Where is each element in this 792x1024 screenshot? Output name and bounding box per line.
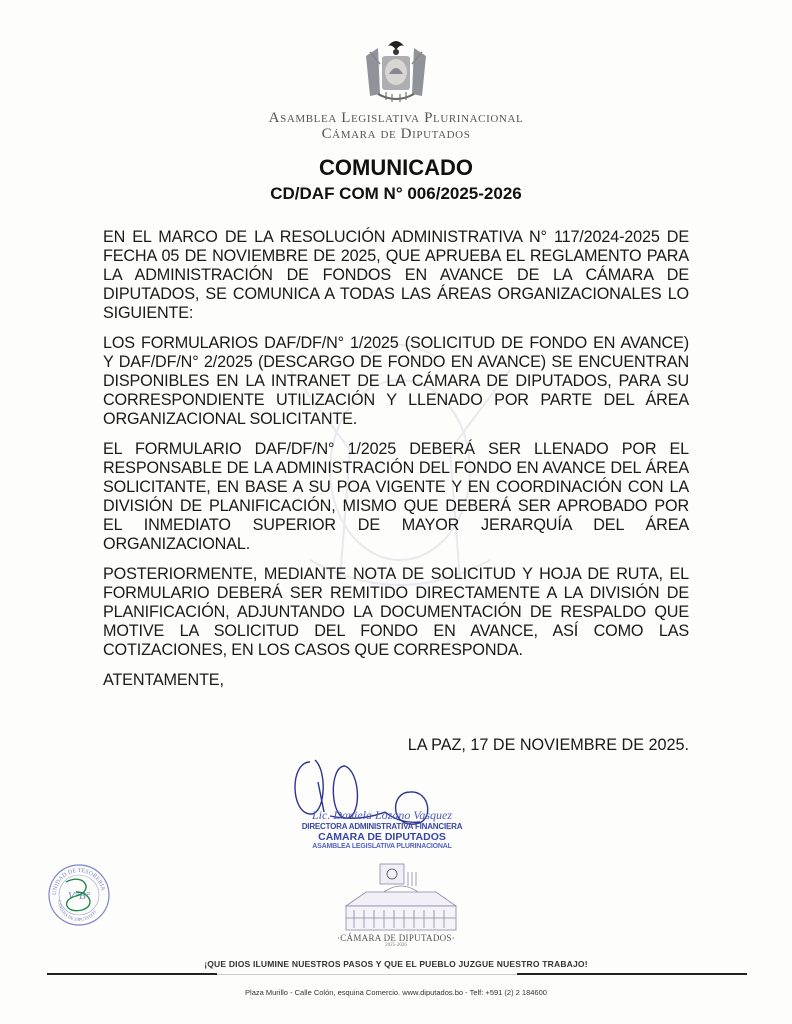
signatory-name: Lic. Daniela Lozano Vasquez (311, 808, 452, 822)
footer-address: Plaza Murillo - Calle Colón, esquina Comercio. www.diputados.bo - Telf: +591 (2) 2 184600 (245, 988, 547, 997)
paragraph-form-filling: EL FORMULARIO DAF/DF/N° 1/2025 DEBERÁ SER LLENADO POR EL RESPONSABLE DE LA ADMINISTRACIÓN DEL FONDO EN AVANCE DEL ÁREA SOLICITANTE, EN BASE A SU POA VIGENTE Y EN COORDINACIÓN CON LA DIVISIÓN DE PLANIFICACIÓN, MISMO QUE DEBERÁ SER APROBADO POR EL INMEDIATO SUPERIOR DE MAYOR JERARQUÍA DEL ÁREA ORGANIZACIONAL. (103, 440, 689, 553)
footer-rule-middle (217, 974, 517, 975)
footer-rule-left (47, 973, 217, 975)
place-date: LA PAZ, 17 DE NOVIEMBRE DE 2025. (407, 736, 689, 754)
institution-name: Asamblea Legislativa Plurinacional (268, 110, 524, 126)
footer-motto: ¡QUE DIOS ILUMINE NUESTROS PASOS Y QUE EL PUEBLO JUZGUE NUESTRO TRABAJO! (204, 959, 588, 969)
paragraph-intro: EN EL MARCO DE LA RESOLUCIÓN ADMINISTRATIVA N° 117/2024-2025 DE FECHA 05 DE NOVIEMBRE DE 2025, QUE APRUEBA EL REGLAMENTO PARA LA ADMINISTRACIÓN DE FONDOS EN AVANCE DE LA CÁMARA DE DIPUTADOS, SE COMUNICA A TODAS LAS ÁREAS ORGANIZACIONALES LO SIGUIENTE: (103, 228, 689, 322)
treasury-approval-stamp-icon (46, 862, 112, 928)
document-reference: CD/DAF COM N° 006/2025-2026 (270, 184, 522, 203)
signatory-organization: CAMARA DE DIPUTADOS (318, 831, 446, 843)
paragraph-forms-available: LOS FORMULARIOS DAF/DF/N° 1/2025 (SOLICITUD DE FONDO EN AVANCE) Y DAF/DF/N° 2/2025 (DESCARGO DE FONDO EN AVANCE) SE ENCUENTRAN DISPONIBLES EN LA INTRANET DE LA CÁMARA DE DIPUTADOS, PARA SU CORRESPONDIENTE UTILIZACIÓN Y LLENADO POR PARTE DEL ÁREA ORGANIZACIONAL SOLICITANTE. (103, 334, 689, 428)
stamp-top-text: UNIDAD DE TESORERIA (51, 867, 106, 896)
signatory-assembly: ASAMBLEA LEGISLATIVA PLURINACIONAL (312, 843, 452, 850)
signatory-role: DIRECTORA ADMINISTRATIVA FINANCIERA (301, 822, 463, 831)
chamber-logo-years: 2025-2026 (385, 943, 407, 948)
stamp-bottom-text: CAMARA DE DIPUTADOS (56, 899, 98, 923)
footer-rule-right (517, 973, 747, 975)
chamber-logo-caption: ·CÁMARA DE DIPUTADOS· (336, 933, 456, 943)
document-title: COMUNICADO (319, 155, 473, 180)
paragraph-submission: POSTERIORMENTE, MEDIANTE NOTA DE SOLICITUD Y HOJA DE RUTA, EL FORMULARIO DEBERÁ SER REMITIDO DIRECTAMENTE A LA DIVISIÓN DE PLANIFICACIÓN, ADJUNTANDO LA DOCUMENTACIÓN DE RESPALDO QUE MOTIVE LA SOLICITUD DEL FONDO EN AVANCE, ASÍ COMO LAS COTIZACIONES, EN LOS CASOS QUE CORRESPONDA. (103, 565, 689, 659)
document-body (103, 228, 689, 701)
closing-salutation: ATENTAMENTE, (103, 671, 224, 689)
chamber-building-logo (336, 862, 466, 934)
bolivia-coat-of-arms-icon (356, 34, 436, 106)
svg-text:V°B°: V°B° (67, 890, 91, 902)
chamber-name: Cámara de Diputados (321, 126, 471, 142)
